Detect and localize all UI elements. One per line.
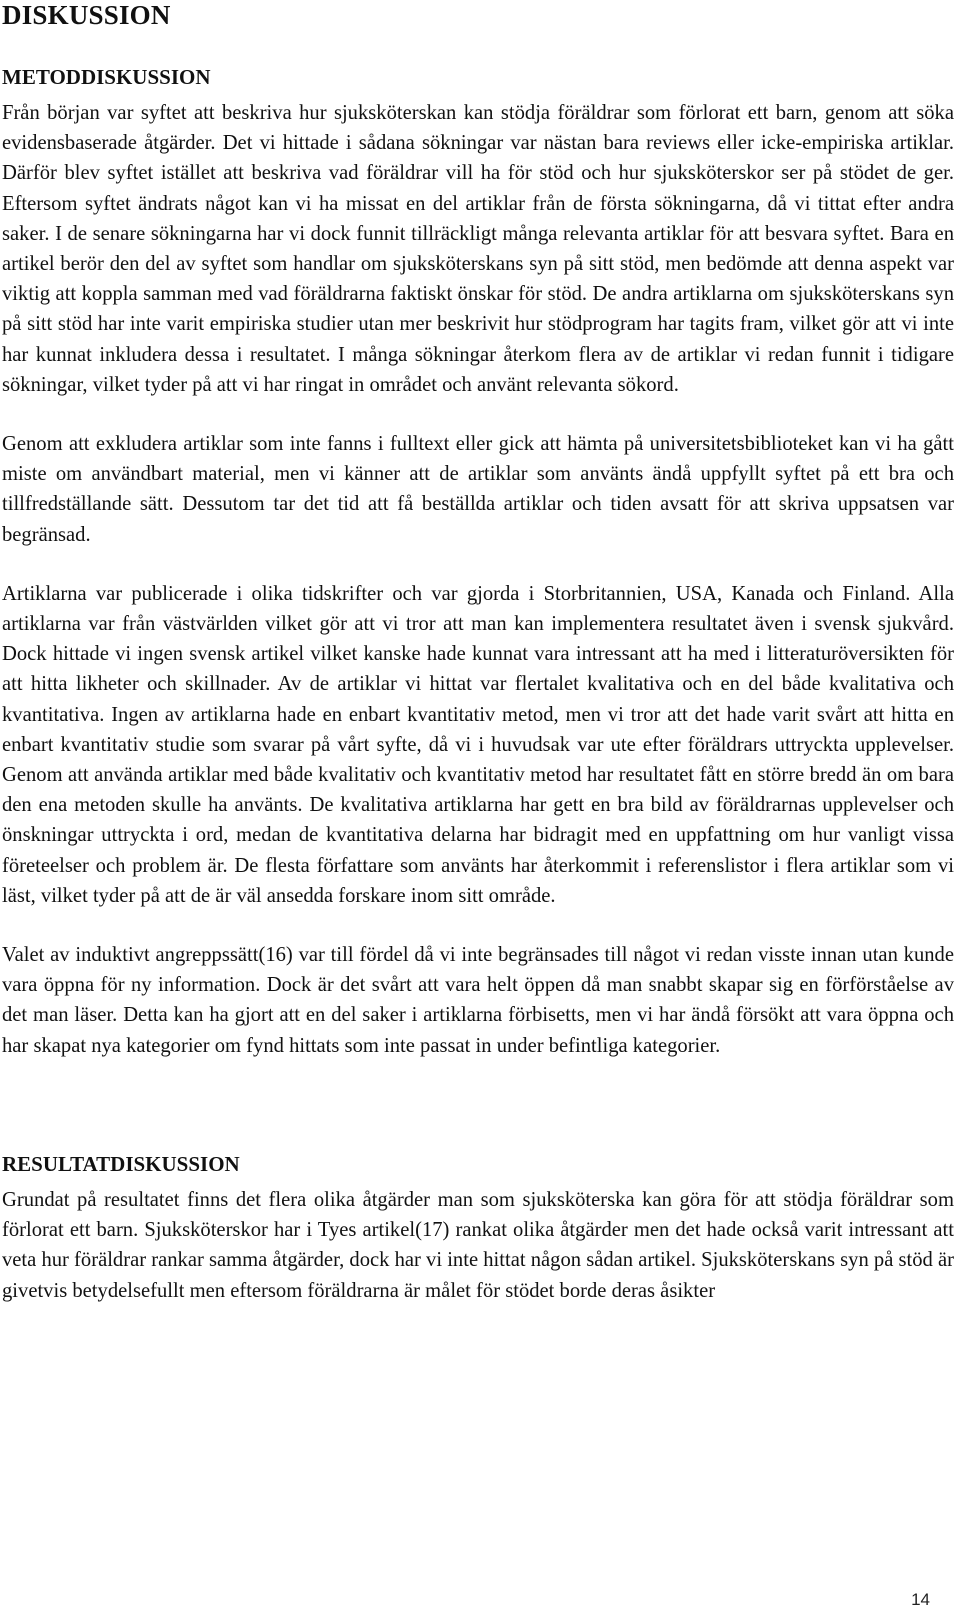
page-number: 14: [911, 1590, 930, 1609]
paragraph-result-1: Grundat på resultatet finns det flera olika åtgärder man som sjuksköterska kan göra för att stödja föräldrar som förlorat ett barn. Sjuksköterskor har i Tyes artikel(17) rankat olika åtgärder men det hade också varit intressant att veta hur föräldrar rankar samma åtgärder, dock har vi inte hittat någon sådan artikel. Sjuksköterskans syn på stöd är givetvis betydelsefullt men eftersom föräldrarna är målet för stödet borde deras åsikter: [2, 1188, 954, 1302]
paragraph-method-4: Valet av induktivt angreppssätt(16) var till fördel då vi inte begränsades till något vi redan visste innan utan kunde vara öppna för ny information. Dock är det svårt att vara helt öppen då man snabbt skapar sig en förförståelse av det man läser. Detta kan ha gjort att en del saker i artiklarna förbisetts, men vi har ändå försökt att vara öppna och har skapat nya kategorier om fynd hittats som inte passat in under befintliga kategorier.: [2, 944, 954, 1057]
page-title: DISKUSSION: [2, 0, 171, 30]
paragraph-method-3: Artiklarna var publicerade i olika tidskrifter och var gjorda i Storbritannien, USA, Kanada och Finland. Alla artiklarna var från västvärlden vilket gör att vi tror att man kan implementera resultatet även i svensk sjukvård. Dock hittade vi ingen svensk artikel vilket kanske hade kunnat vara intressant att ha med i litteraturöversikten för att hitta likheter och skillnader. Av de artiklar vi hittat var flertalet kvalitativa och en del både kvalitativa och kvantitativa. Ingen av artiklarna hade en enbart kvantitativ metod, men vi tror att det hade varit svårt att hitta en enbart kvantitativ studie som svarar på vårt syfte, då vi i huvudsak var ute efter föräldrars uttryckta upplevelser. Genom att använda artiklar med både kvalitativ och kvantitativ metod har resultatet fått en större bredd än om bara den ena metoden skulle ha använts. De kvalitativa artiklarna har gett en bra bild av föräldrarnas upplevelser och önskningar uttryckta i ord, medan de kvantitativa delarna har bidragit med en uppfattning om hur vanligt vissa företeelser och problem är. De flesta författare som använts har återkommit i referenslistor i flera artiklar som vi läst, vilket tyder på att de är väl ansedda forskare inom sitt område.: [2, 582, 954, 907]
paragraph-method-1: Från början var syftet att beskriva hur sjuksköterskan kan stödja föräldrar som förlorat ett barn, genom att söka evidensbaserade åtgärder. Det vi hittade i sådana sökningar var nästan bara reviews eller icke-empiriska artiklar. Därför blev syftet istället att beskriva vad föräldrar vill ha för stöd och hur sjuksköterskor ser på stödet de ger. Eftersom syftet ändrats något kan vi ha missat en del artiklar från de första sökningarna, då vi tittat efter andra saker. I de senare sökningarna har vi dock funnit tillräckligt många relevanta artiklar för att besvara syftet. Bara en artikel berör den del av syftet som handlar om sjuksköterskans syn på sitt stöd, men bedömde att denna aspekt var viktig att koppla samman med vad föräldrarna faktiskt önskar för stöd. De andra artiklarna om sjuksköterskans syn på sitt stöd har inte varit empiriska studier utan mer beskrivit hur stödprogram har tagits fram, vilket gör att vi inte har kunnat inkludera dessa i resultatet. I många sökningar återkom flera av de artiklar vi redan funnit i tidigare sökningar, vilket tyder på att vi har ringat in området och använt relevanta sökord.: [2, 102, 954, 396]
document-page: [2, 0, 954, 1306]
section-heading-resultatdiskussion: RESULTATDISKUSSION: [2, 1151, 240, 1176]
section-heading-metoddiskussion: METODDISKUSSION: [2, 65, 211, 89]
paragraph-method-2: Genom att exkludera artiklar som inte fanns i fulltext eller gick att hämta på universitetsbiblioteket kan vi ha gått miste om användbart material, men vi känner att de artiklar som använts ändå uppfyllt syftet på ett bra och tillfredställande sätt. Dessutom tar det tid att få beställda artiklar och tiden avsatt för att skriva uppsatsen var begränsad.: [2, 433, 954, 546]
